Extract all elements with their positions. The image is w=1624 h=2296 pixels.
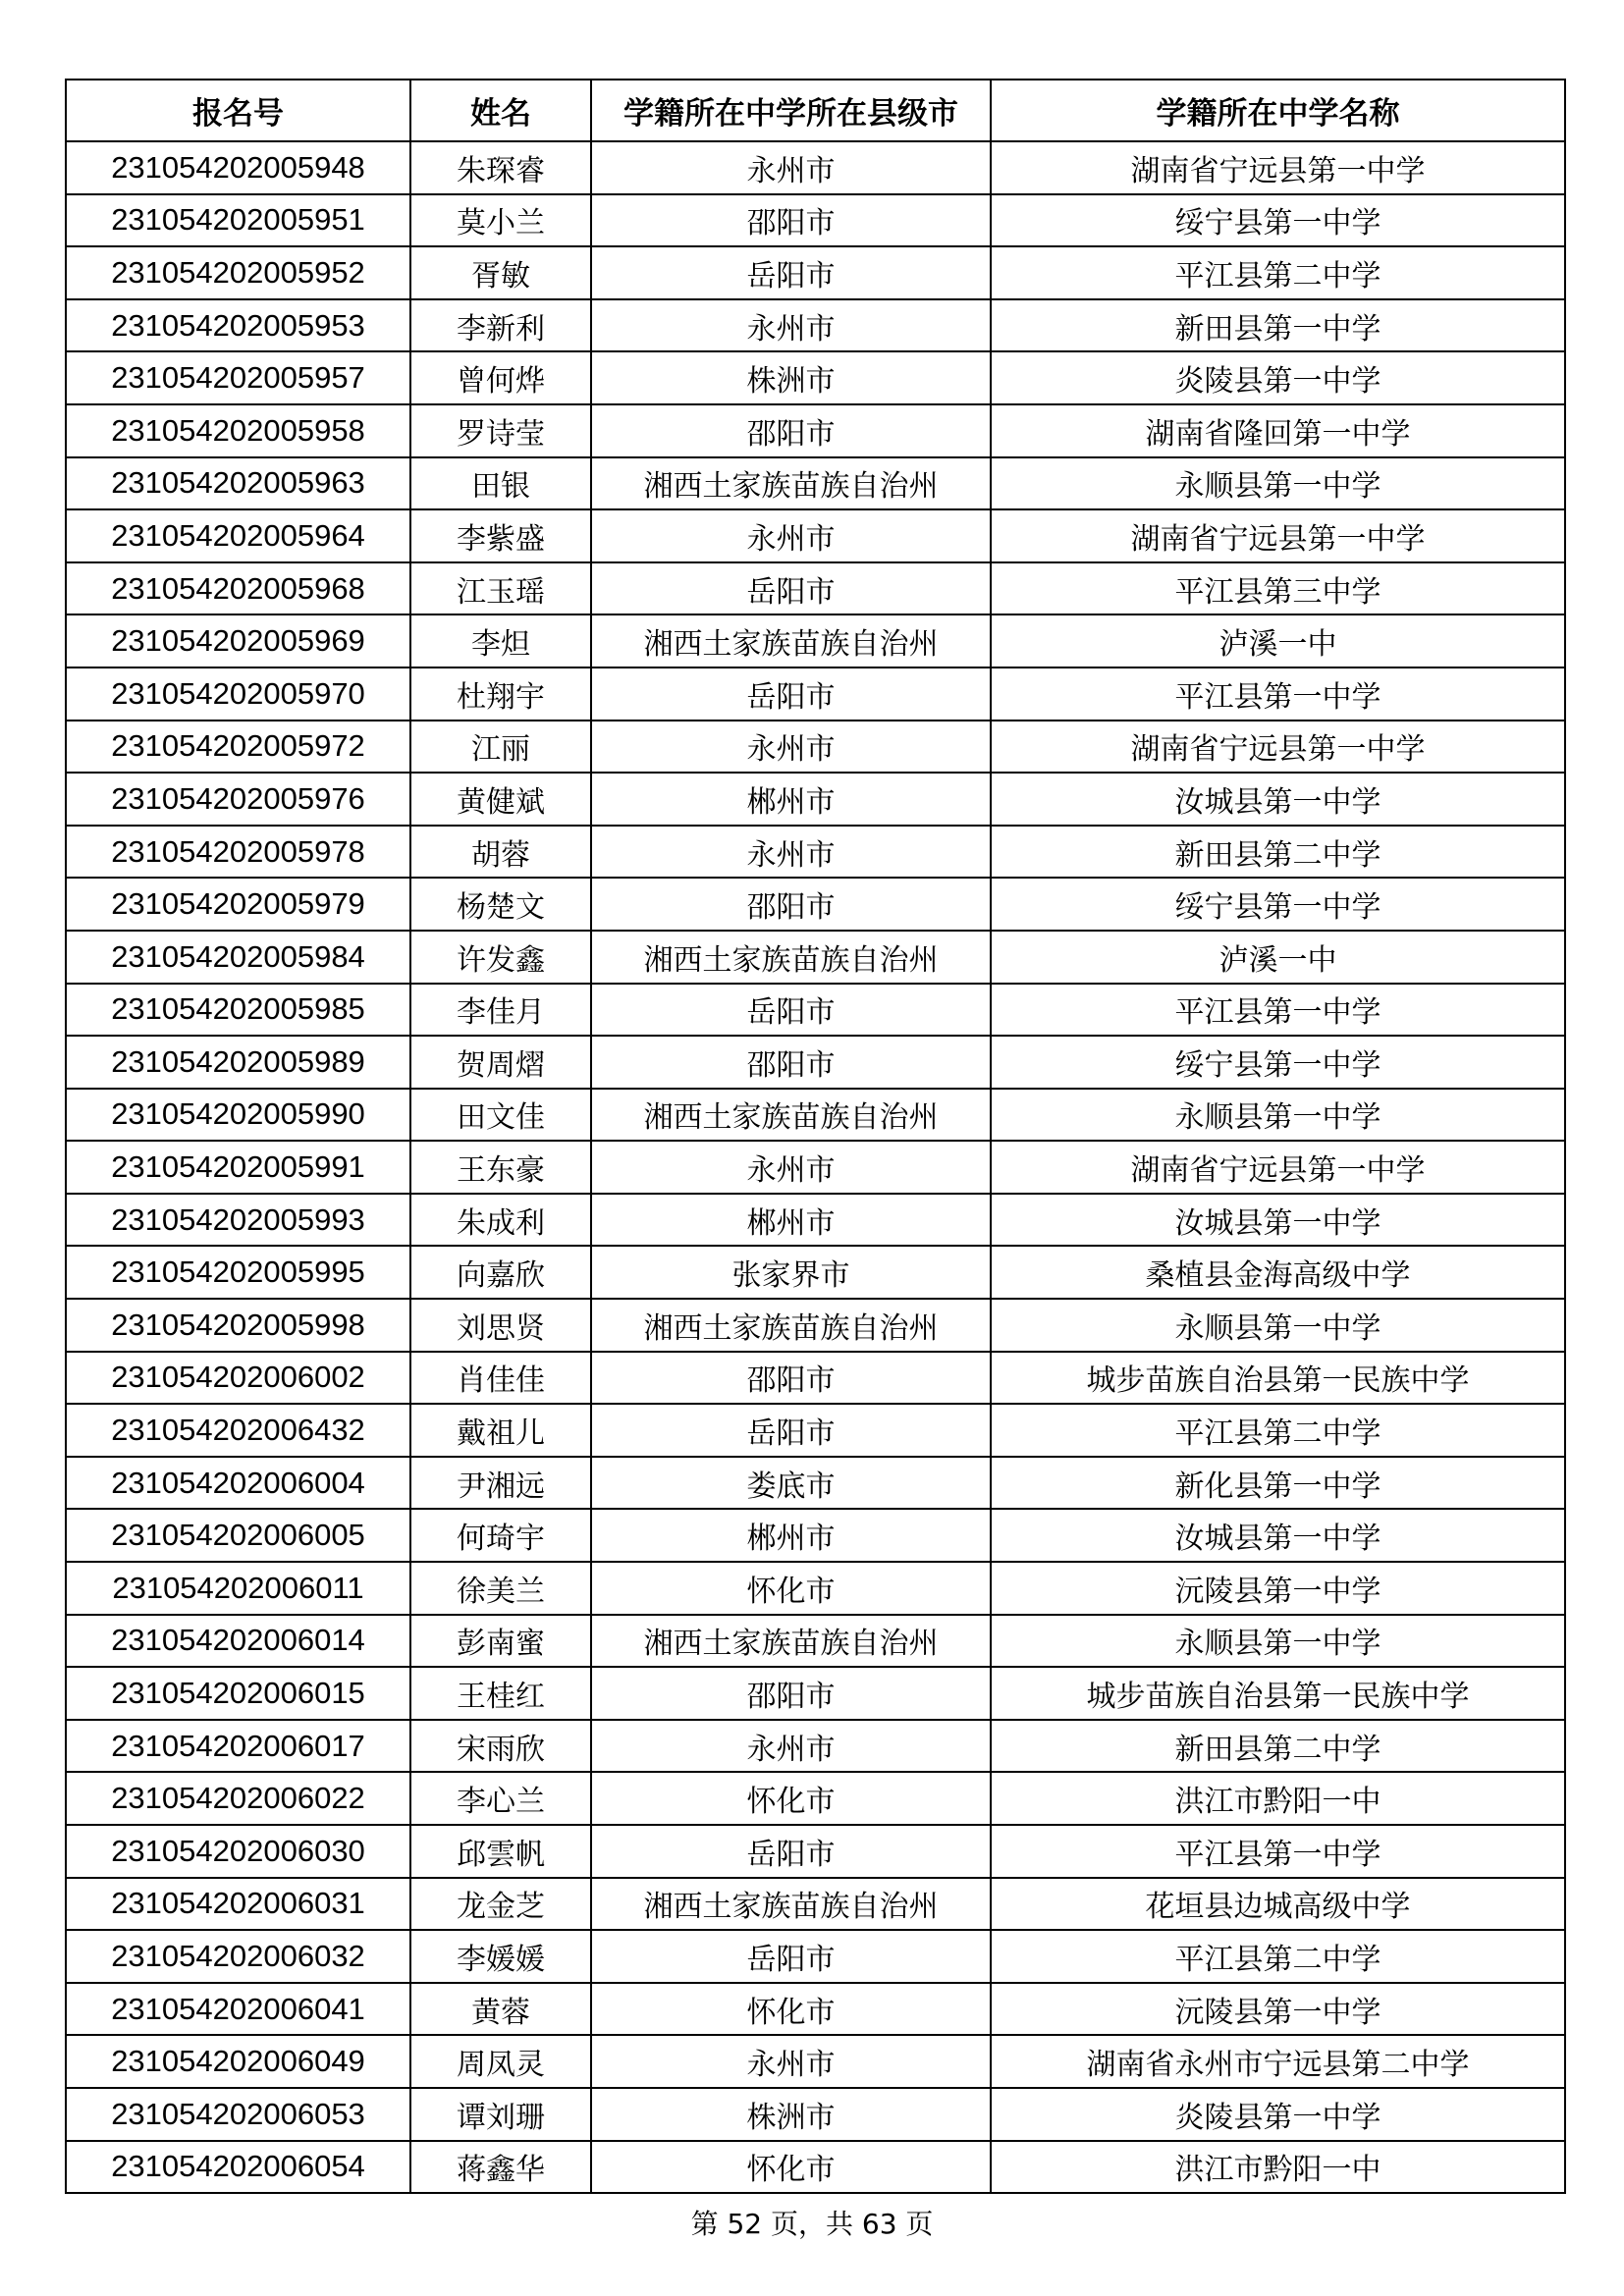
table-row (66, 194, 1565, 247)
name-cell: 杜翔宇 (410, 667, 591, 721)
school-city-cell: 湘西土家族苗族自治州 (591, 614, 991, 667)
school-city-cell: 永州市 (591, 509, 991, 562)
name-cell: 向嘉欣 (410, 1246, 591, 1299)
table-row (66, 2088, 1565, 2141)
table-row (66, 1089, 1565, 1142)
registration-number-cell: 231054202006432 (66, 1404, 410, 1457)
school-city-cell: 岳阳市 (591, 667, 991, 721)
table-row (66, 509, 1565, 562)
name-cell: 黄健斌 (410, 773, 591, 826)
school-city-cell: 湘西土家族苗族自治州 (591, 1299, 991, 1352)
name-cell: 何琦宇 (410, 1509, 591, 1562)
table-row (66, 1299, 1565, 1352)
school-city-cell: 株洲市 (591, 351, 991, 404)
table-row (66, 1194, 1565, 1247)
name-cell: 王桂红 (410, 1667, 591, 1720)
registration-number-cell: 231054202005970 (66, 667, 410, 721)
table-row (66, 1457, 1565, 1510)
school-name-cell: 永顺县第一中学 (991, 1299, 1565, 1352)
registration-number-cell: 231054202006005 (66, 1509, 410, 1562)
school-city-cell: 邵阳市 (591, 878, 991, 931)
header-row (66, 80, 1565, 141)
school-name-cell: 新田县第二中学 (991, 826, 1565, 879)
school-name-cell: 绥宁县第一中学 (991, 194, 1565, 247)
school-name-cell: 新化县第一中学 (991, 1457, 1565, 1510)
registration-number-cell: 231054202005984 (66, 931, 410, 984)
name-cell: 尹湘远 (410, 1457, 591, 1510)
school-name-cell: 汝城县第一中学 (991, 1194, 1565, 1247)
registration-number-cell: 231054202006002 (66, 1352, 410, 1405)
registration-number-cell: 231054202006022 (66, 1772, 410, 1825)
school-city-cell: 永州市 (591, 299, 991, 352)
table-row (66, 457, 1565, 510)
table-row (66, 2035, 1565, 2088)
school-name-cell: 新田县第一中学 (991, 299, 1565, 352)
registration-number-cell: 231054202005968 (66, 562, 410, 615)
registration-number-cell: 231054202006054 (66, 2141, 410, 2194)
name-cell: 胥敏 (410, 246, 591, 299)
school-name-cell: 炎陵县第一中学 (991, 2088, 1565, 2141)
school-name-cell: 湖南省宁远县第一中学 (991, 141, 1565, 194)
school-name-cell: 洪江市黔阳一中 (991, 1772, 1565, 1825)
registration-number-cell: 231054202005995 (66, 1246, 410, 1299)
school-city-cell: 湘西土家族苗族自治州 (591, 1878, 991, 1931)
school-city-cell: 永州市 (591, 2035, 991, 2088)
registration-number-cell: 231054202005972 (66, 721, 410, 774)
school-city-cell: 株洲市 (591, 2088, 991, 2141)
name-cell: 李佳月 (410, 984, 591, 1037)
registration-number-cell: 231054202005969 (66, 614, 410, 667)
registration-number-cell: 231054202005964 (66, 509, 410, 562)
school-city-cell: 娄底市 (591, 1457, 991, 1510)
school-city-cell: 湘西土家族苗族自治州 (591, 931, 991, 984)
name-cell: 李新利 (410, 299, 591, 352)
registration-number-cell: 231054202005951 (66, 194, 410, 247)
registration-number-cell: 231054202006011 (66, 1562, 410, 1615)
school-name-cell: 永顺县第一中学 (991, 457, 1565, 510)
name-cell: 黄蓉 (410, 1983, 591, 2036)
school-city-cell: 永州市 (591, 721, 991, 774)
name-cell: 谭刘珊 (410, 2088, 591, 2141)
school-name-cell: 炎陵县第一中学 (991, 351, 1565, 404)
registration-number-cell: 231054202005952 (66, 246, 410, 299)
registration-number-cell: 231054202005963 (66, 457, 410, 510)
name-cell: 李心兰 (410, 1772, 591, 1825)
table-row (66, 1615, 1565, 1668)
school-name-cell: 泸溪一中 (991, 931, 1565, 984)
school-city-cell: 邵阳市 (591, 194, 991, 247)
name-cell: 宋雨欣 (410, 1720, 591, 1773)
table-row (66, 1930, 1565, 1983)
table-header (66, 80, 1565, 141)
registration-number-cell: 231054202006030 (66, 1825, 410, 1878)
table-row (66, 1141, 1565, 1194)
school-city-cell: 怀化市 (591, 1772, 991, 1825)
registration-number-cell: 231054202005957 (66, 351, 410, 404)
name-cell: 朱成利 (410, 1194, 591, 1247)
name-cell: 罗诗莹 (410, 404, 591, 457)
name-cell: 贺周熠 (410, 1036, 591, 1089)
admission-table (65, 79, 1566, 2194)
name-cell: 李媛媛 (410, 1930, 591, 1983)
name-cell: 徐美兰 (410, 1562, 591, 1615)
table-row (66, 1825, 1565, 1878)
registration-number-cell: 231054202005948 (66, 141, 410, 194)
registration-number-cell: 231054202005979 (66, 878, 410, 931)
registration-number-cell: 231054202005991 (66, 1141, 410, 1194)
table-row (66, 299, 1565, 352)
table-body (66, 141, 1565, 2193)
registration-number-cell: 231054202006049 (66, 2035, 410, 2088)
school-name-cell: 新田县第二中学 (991, 1720, 1565, 1773)
table-row (66, 1720, 1565, 1773)
school-name-cell: 湖南省宁远县第一中学 (991, 1141, 1565, 1194)
table-row (66, 773, 1565, 826)
registration-number-cell: 231054202006014 (66, 1615, 410, 1668)
name-cell: 彭南蜜 (410, 1615, 591, 1668)
table-row (66, 1983, 1565, 2036)
school-city-cell: 邵阳市 (591, 1352, 991, 1405)
table-row (66, 721, 1565, 774)
registration-number-cell: 231054202006004 (66, 1457, 410, 1510)
table-row (66, 2141, 1565, 2194)
school-city-cell: 怀化市 (591, 2141, 991, 2194)
school-city-cell: 怀化市 (591, 1562, 991, 1615)
school-name-cell: 沅陵县第一中学 (991, 1983, 1565, 2036)
school-name-cell: 汝城县第一中学 (991, 1509, 1565, 1562)
school-city-cell: 岳阳市 (591, 246, 991, 299)
name-cell: 许发鑫 (410, 931, 591, 984)
name-cell: 刘思贤 (410, 1299, 591, 1352)
table-row (66, 404, 1565, 457)
school-city-cell: 永州市 (591, 1720, 991, 1773)
table-row (66, 1246, 1565, 1299)
name-cell: 莫小兰 (410, 194, 591, 247)
school-city-cell: 邵阳市 (591, 404, 991, 457)
school-name-cell: 平江县第二中学 (991, 1404, 1565, 1457)
table-row (66, 1772, 1565, 1825)
registration-number-cell: 231054202005953 (66, 299, 410, 352)
school-city-cell: 张家界市 (591, 1246, 991, 1299)
school-city-cell: 永州市 (591, 826, 991, 879)
header-school-city: 学籍所在中学所在县级市 (591, 80, 991, 141)
school-city-cell: 永州市 (591, 141, 991, 194)
school-name-cell: 花垣县边城高级中学 (991, 1878, 1565, 1931)
registration-number-cell: 231054202005998 (66, 1299, 410, 1352)
table-row (66, 1509, 1565, 1562)
school-name-cell: 平江县第三中学 (991, 562, 1565, 615)
school-name-cell: 绥宁县第一中学 (991, 1036, 1565, 1089)
name-cell: 曾何烨 (410, 351, 591, 404)
table-row (66, 141, 1565, 194)
table-row (66, 878, 1565, 931)
name-cell: 龙金芝 (410, 1878, 591, 1931)
school-name-cell: 湖南省永州市宁远县第二中学 (991, 2035, 1565, 2088)
school-city-cell: 郴州市 (591, 1194, 991, 1247)
table-row (66, 1878, 1565, 1931)
registration-number-cell: 231054202006031 (66, 1878, 410, 1931)
table-row (66, 931, 1565, 984)
school-name-cell: 湖南省隆回第一中学 (991, 404, 1565, 457)
name-cell: 杨楚文 (410, 878, 591, 931)
header-name: 姓名 (410, 80, 591, 141)
school-city-cell: 岳阳市 (591, 562, 991, 615)
name-cell: 李紫盛 (410, 509, 591, 562)
name-cell: 田文佳 (410, 1089, 591, 1142)
table-row (66, 1036, 1565, 1089)
name-cell: 李炟 (410, 614, 591, 667)
school-name-cell: 湖南省宁远县第一中学 (991, 509, 1565, 562)
school-name-cell: 城步苗族自治县第一民族中学 (991, 1667, 1565, 1720)
name-cell: 朱琛睿 (410, 141, 591, 194)
registration-number-cell: 231054202005993 (66, 1194, 410, 1247)
table-row (66, 984, 1565, 1037)
page-footer: 第 52 页，共 63 页 (690, 2208, 934, 2240)
name-cell: 周凤灵 (410, 2035, 591, 2088)
name-cell: 田银 (410, 457, 591, 510)
registration-number-cell: 231054202006015 (66, 1667, 410, 1720)
registration-number-cell: 231054202005978 (66, 826, 410, 879)
registration-number-cell: 231054202005989 (66, 1036, 410, 1089)
name-cell: 王东豪 (410, 1141, 591, 1194)
header-school-name: 学籍所在中学名称 (991, 80, 1565, 141)
table-row (66, 562, 1565, 615)
school-city-cell: 怀化市 (591, 1983, 991, 2036)
school-city-cell: 岳阳市 (591, 1930, 991, 1983)
table-row (66, 667, 1565, 721)
school-name-cell: 汝城县第一中学 (991, 773, 1565, 826)
header-registration-number: 报名号 (66, 80, 410, 141)
school-city-cell: 永州市 (591, 1141, 991, 1194)
name-cell: 江丽 (410, 721, 591, 774)
school-name-cell: 沅陵县第一中学 (991, 1562, 1565, 1615)
school-name-cell: 绥宁县第一中学 (991, 878, 1565, 931)
name-cell: 戴祖儿 (410, 1404, 591, 1457)
school-city-cell: 邵阳市 (591, 1036, 991, 1089)
school-city-cell: 邵阳市 (591, 1667, 991, 1720)
table-row (66, 246, 1565, 299)
registration-number-cell: 231054202005990 (66, 1089, 410, 1142)
school-city-cell: 岳阳市 (591, 1404, 991, 1457)
name-cell: 邱雲帆 (410, 1825, 591, 1878)
name-cell: 蒋鑫华 (410, 2141, 591, 2194)
school-name-cell: 平江县第一中学 (991, 1825, 1565, 1878)
school-city-cell: 岳阳市 (591, 1825, 991, 1878)
registration-number-cell: 231054202005985 (66, 984, 410, 1037)
table-row (66, 1562, 1565, 1615)
table-row (66, 826, 1565, 879)
name-cell: 肖佳佳 (410, 1352, 591, 1405)
school-name-cell: 平江县第一中学 (991, 667, 1565, 721)
school-name-cell: 桑植县金海高级中学 (991, 1246, 1565, 1299)
school-city-cell: 湘西土家族苗族自治州 (591, 1089, 991, 1142)
school-name-cell: 湖南省宁远县第一中学 (991, 721, 1565, 774)
name-cell: 胡蓉 (410, 826, 591, 879)
table-row (66, 351, 1565, 404)
table-row (66, 614, 1565, 667)
school-city-cell: 湘西土家族苗族自治州 (591, 457, 991, 510)
school-city-cell: 郴州市 (591, 1509, 991, 1562)
school-name-cell: 洪江市黔阳一中 (991, 2141, 1565, 2194)
school-city-cell: 郴州市 (591, 773, 991, 826)
registration-number-cell: 231054202005958 (66, 404, 410, 457)
table-row (66, 1352, 1565, 1405)
table-row (66, 1404, 1565, 1457)
school-name-cell: 平江县第一中学 (991, 984, 1565, 1037)
school-name-cell: 永顺县第一中学 (991, 1089, 1565, 1142)
school-city-cell: 湘西土家族苗族自治州 (591, 1615, 991, 1668)
registration-number-cell: 231054202006032 (66, 1930, 410, 1983)
school-name-cell: 泸溪一中 (991, 614, 1565, 667)
table-row (66, 1667, 1565, 1720)
registration-number-cell: 231054202006053 (66, 2088, 410, 2141)
school-name-cell: 平江县第二中学 (991, 246, 1565, 299)
registration-number-cell: 231054202005976 (66, 773, 410, 826)
registration-number-cell: 231054202006041 (66, 1983, 410, 2036)
name-cell: 江玉瑶 (410, 562, 591, 615)
school-name-cell: 平江县第二中学 (991, 1930, 1565, 1983)
school-city-cell: 岳阳市 (591, 984, 991, 1037)
registration-number-cell: 231054202006017 (66, 1720, 410, 1773)
school-name-cell: 城步苗族自治县第一民族中学 (991, 1352, 1565, 1405)
school-name-cell: 永顺县第一中学 (991, 1615, 1565, 1668)
